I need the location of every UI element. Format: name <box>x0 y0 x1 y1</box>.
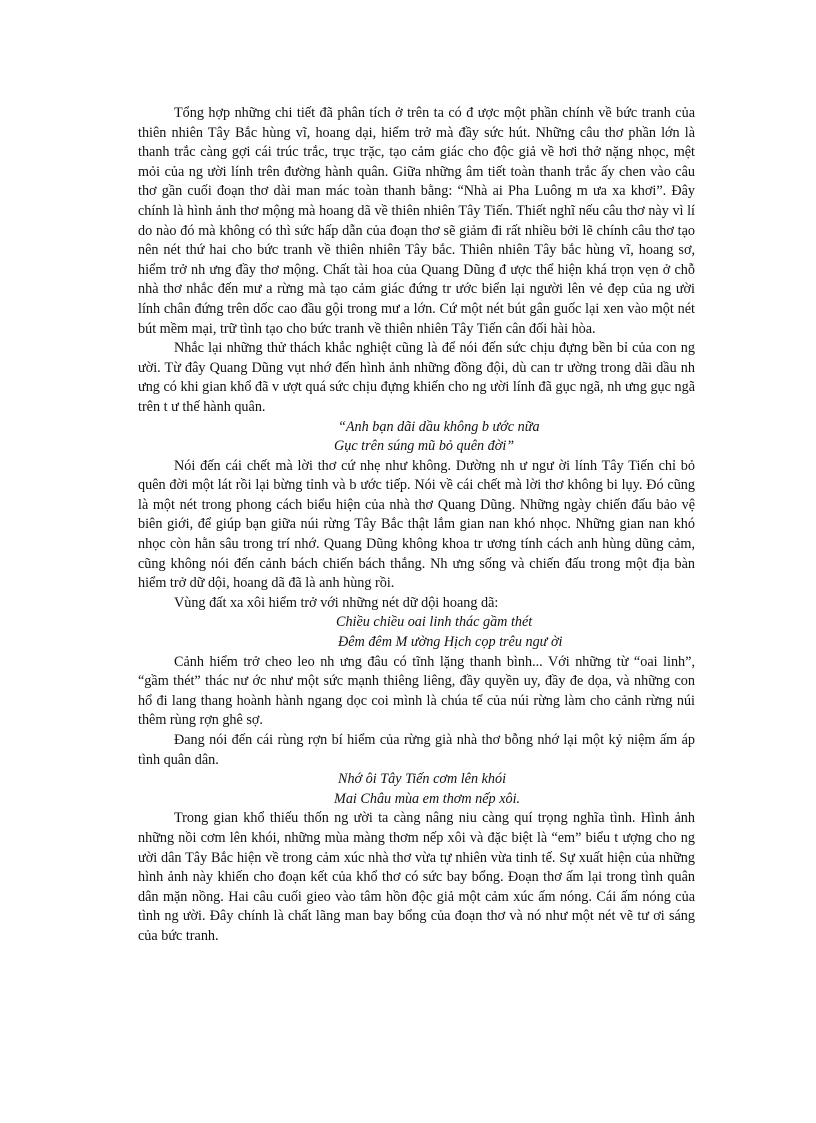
verse-line: Chiều chiều oai linh thác gầm thét <box>336 614 533 631</box>
paragraph-3: Nói đến cái chết mà lời thơ cứ nhẹ như không. Dường nh ư ngư ời lính Tây Tiến chỉ bỏ quên đời một lát rồi lại bừng tỉnh và b ước tiếp. Nói về cái chết mà lời thơ không bi lụy. Đó cũng là một nét trong phong cách biểu hiện của nhà thơ Quang Dũng. Những ngày chiến đấu bảo vệ biên giới, để giúp bạn giữa núi rừng Tây Bắc thật lắm gian nan khó nhọc. Những gian nan khó nhọc còn hằn sâu trong trí nhớ. Quang Dũng không khoa tr ương tính cách anh hùng dũng cảm, cũng không nói đến cảnh bách chiến bách thắng. Nh ưng sống và chiến đấu trong một địa bàn hiểm trở dữ dội, hoang dã đã là anh hùng rồi. <box>138 457 695 592</box>
paragraph-5: Cảnh hiểm trở cheo leo nh ưng đâu có tĩnh lặng thanh bình... Với những từ “oai linh”, “gầm thét” thác nư ớc như một sức mạnh thiêng liêng, đầy quyền uy, đầy đe dọa, và những con hổ đi lang thang hoành hành ngang dọc coi mình là chúa tể của núi rừng làm cho cảnh rừng núi thêm rùng rợn ghê sợ. <box>138 653 695 729</box>
paragraph-1: Tổng hợp những chi tiết đã phân tích ở trên ta có đ ược một phần chính về bức tranh của thiên nhiên Tây Bắc hùng vĩ, hoang dại, hiểm trở mà đầy sức hút. Những câu thơ phần lớn là thanh trắc càng gợi cái trúc trắc, trục trặc, tạo cảm giác cho độc giả về hơi thở nặng nhọc, mệt mỏi của ng ười lính trên đường hành quân. Giữa những âm tiết toàn thanh trắc ấy chen vào câu thơ gần cuối đoạn thơ dài man mác toàn thanh bằng: “Nhà ai Pha Luông m ưa xa khơi”. Đây chính là hình ảnh thơ mộng mà hoang dã về thiên nhiên Tây Tiến. Thiết nghĩ nếu câu thơ này vì lí do nào đó mà không có thì sức hấp dẫn của đoạn thơ sẽ giảm đi rất nhiều bởi lẽ chính câu thơ tạo nên nét thứ hai cho bức tranh về thiên nhiên Tây bắc. Thiên nhiên Tây bắc hùng vĩ, hoang sơ, hiểm trở nh ưng đầy thơ mộng. Chất tài hoa của Quang Dũng đ ược thể hiện khá trọn vẹn ở chỗ nhà thơ nhắc đến mư a rừng mà tạo cảm giác đứng tr ước biển lại người lên vẻ đẹp của ng ười lính chân đứng trên dốc cao đầu gội trong mư a lớn. Cứ một nét bút gân guốc lại xen vào một nét bút mềm mại, trữ tình tạo cho bức tranh về thiên nhiên Tây Tiến cân đối hài hòa. <box>138 105 695 337</box>
verse-block-2 <box>138 613 695 652</box>
paragraph-6: Đang nói đến cái rùng rợn bí hiểm của rừng già nhà thơ bỗng nhớ lại một kỷ niệm ấm áp tình quân dân. <box>138 732 695 768</box>
verse-line: “Anh bạn dãi dầu không b ước nữa <box>338 418 540 435</box>
paragraph-2: Nhắc lại những thử thách khắc nghiệt cũng là để nói đến sức chịu đựng bền bỉ của con ng ười. Từ đây Quang Dũng vụt nhớ đến hình ảnh những đồng đội, dù can tr ường trong dãi dầu nh ưng có khi gian khổ đã v ượt quá sức chịu đựng khiến cho ng ười lính đã gục ngã, nh ưng gục ngã trên t ư thế hành quân. <box>138 340 695 415</box>
paragraph-7: Trong gian khổ thiếu thốn ng ười ta càng nâng niu càng quí trọng nghĩa tình. Hình ảnh những nồi cơm lên khói, những mùa màng thơm nếp xôi và đặc biệt là “em” biểu t ượng cho ng ười dân Tây Bắc hiện về trong cảm xúc nhà thơ vừa tự nhiên vừa tinh tế. Sự xuất hiện của những hình ảnh này khiến cho đoạn kết của khổ thơ có sức bay bổng. Đoạn thơ ấm lại trong tình quân dân mặn nồng. Hai câu cuối gieo vào tâm hồn độc giả một cảm xúc ấm nóng. Cái ấm nóng của tình ng ười. Đây chính là chất lãng man bay bổng của đoạn thơ và nó như một nét vẽ tư ơi sáng của bức tranh. <box>138 810 695 944</box>
paragraph-4: Vùng đất xa xôi hiểm trở với những nét dữ dội hoang dã: <box>174 594 499 611</box>
verse-line: Đêm đêm M ường Hịch cọp trêu ngư ời <box>338 634 563 651</box>
document-page <box>138 104 695 947</box>
verse-line: Gục trên súng mũ bỏ quên đời” <box>334 438 515 455</box>
verse-block-3 <box>138 770 695 809</box>
verse-block-1 <box>138 418 695 457</box>
verse-line: Mai Châu mùa em thơm nếp xôi. <box>334 790 521 807</box>
verse-line: Nhớ ôi Tây Tiến cơm lên khói <box>338 771 507 788</box>
